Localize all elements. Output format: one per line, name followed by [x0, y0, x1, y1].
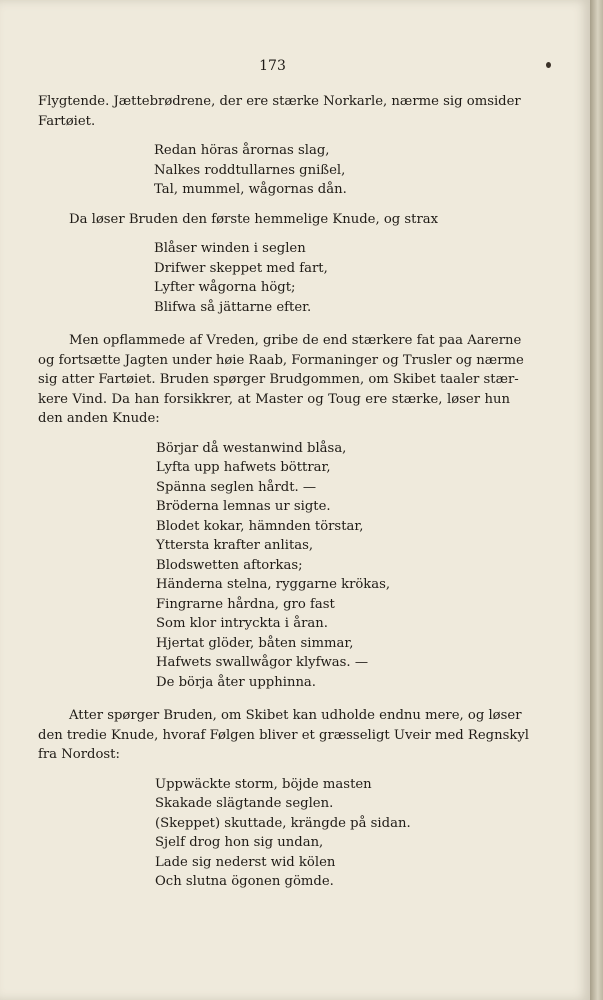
verse-line: Blodswetten aftorkas; [156, 557, 303, 573]
verse-line: Yttersta krafter anlitas, [156, 538, 314, 553]
prose-line: Da løser Bruden den første hemmelige Knude, og strax [69, 211, 439, 227]
verse-line: Händerna stelna, ryggarne krökas, [156, 577, 391, 592]
verse-line: Hjertat glöder, båten simmar, [156, 635, 354, 651]
page-text [38, 92, 529, 892]
prose-line: kere Vind. Da han forsikkrer, at Master og Toug ere stærke, løser hun [38, 391, 510, 407]
prose-paragraph-3 [38, 331, 524, 429]
prose-line: Men opflammede af Vreden, gribe de end stærkere fat paa Aarerne [69, 333, 522, 348]
verse-line: Redan höras årornas slag, [154, 143, 330, 158]
verse-line: Blifwa så jättarne efter. [154, 299, 312, 315]
verse-line: Som klor intryckta i åran. [156, 616, 328, 631]
verse-line: Och slutna ögonen gömde. [155, 874, 334, 889]
verse-line: Drifwer skeppet med fart, [154, 260, 328, 276]
verse-line: Nalkes roddtullarnes gnißel, [154, 162, 346, 178]
verse-stanza-4 [38, 775, 510, 892]
prose-line: Flygtende. Jættebrødrene, der ere stærke Norkarle, nærme sig omsider [38, 94, 521, 109]
verse-line: (Skeppet) skuttade, krängde på sidan. [155, 815, 411, 831]
verse-line: Lade sig nederst wid kölen [155, 854, 336, 870]
verse-line: Lyfter wågorna högt; [154, 280, 296, 295]
page-number: 173 [259, 58, 286, 74]
prose-line: fra Nordost: [38, 747, 120, 762]
prose-line: sig atter Fartøiet. Bruden spørger Brudgommen, om Skibet taaler stær- [38, 372, 519, 387]
prose-line: Atter spørger Bruden, om Skibet kan udholde endnu mere, og løser [69, 708, 522, 723]
verse-line: Hafwets swallwågor klyfwas. — [156, 655, 369, 670]
ink-spot [546, 62, 551, 68]
verse-stanza-1 [38, 141, 510, 200]
book-spine-edge [590, 0, 603, 1000]
verse-line: Skakade slägtande seglen. [155, 796, 334, 811]
prose-line: og fortsætte Jagten under høie Raab, Formaninger og Trusler og nærme [38, 352, 524, 368]
verse-line: Sjelf drog hon sig undan, [155, 835, 324, 850]
verse-stanza-3 [38, 439, 510, 693]
verse-line: Börjar då westanwind blåsa, [156, 440, 347, 456]
verse-line: Bröderna lemnas ur sigte. [156, 499, 331, 514]
verse-line: Uppwäckte storm, böjde masten [155, 776, 372, 792]
prose-paragraph-4 [38, 706, 529, 765]
verse-line: Blodet kokar, hämnden törstar, [156, 518, 364, 534]
prose-line: den tredie Knude, hvoraf Følgen bliver et græsseligt Uveir med Regnskyl [38, 727, 529, 743]
verse-stanza-2 [38, 239, 510, 317]
prose-line: Fartøiet. [38, 113, 96, 129]
verse-line: Blåser winden i seglen [154, 241, 306, 256]
verse-line: De börja åter upphinna. [156, 674, 316, 690]
verse-line: Fingrarne hårdna, gro fast [156, 596, 335, 612]
verse-line: Tal, mummel, wågornas dån. [154, 182, 347, 197]
verse-line: Spänna seglen hårdt. — [156, 479, 317, 495]
verse-line: Lyfta upp hafwets böttrar, [156, 460, 331, 475]
prose-line: den anden Knude: [38, 411, 160, 426]
